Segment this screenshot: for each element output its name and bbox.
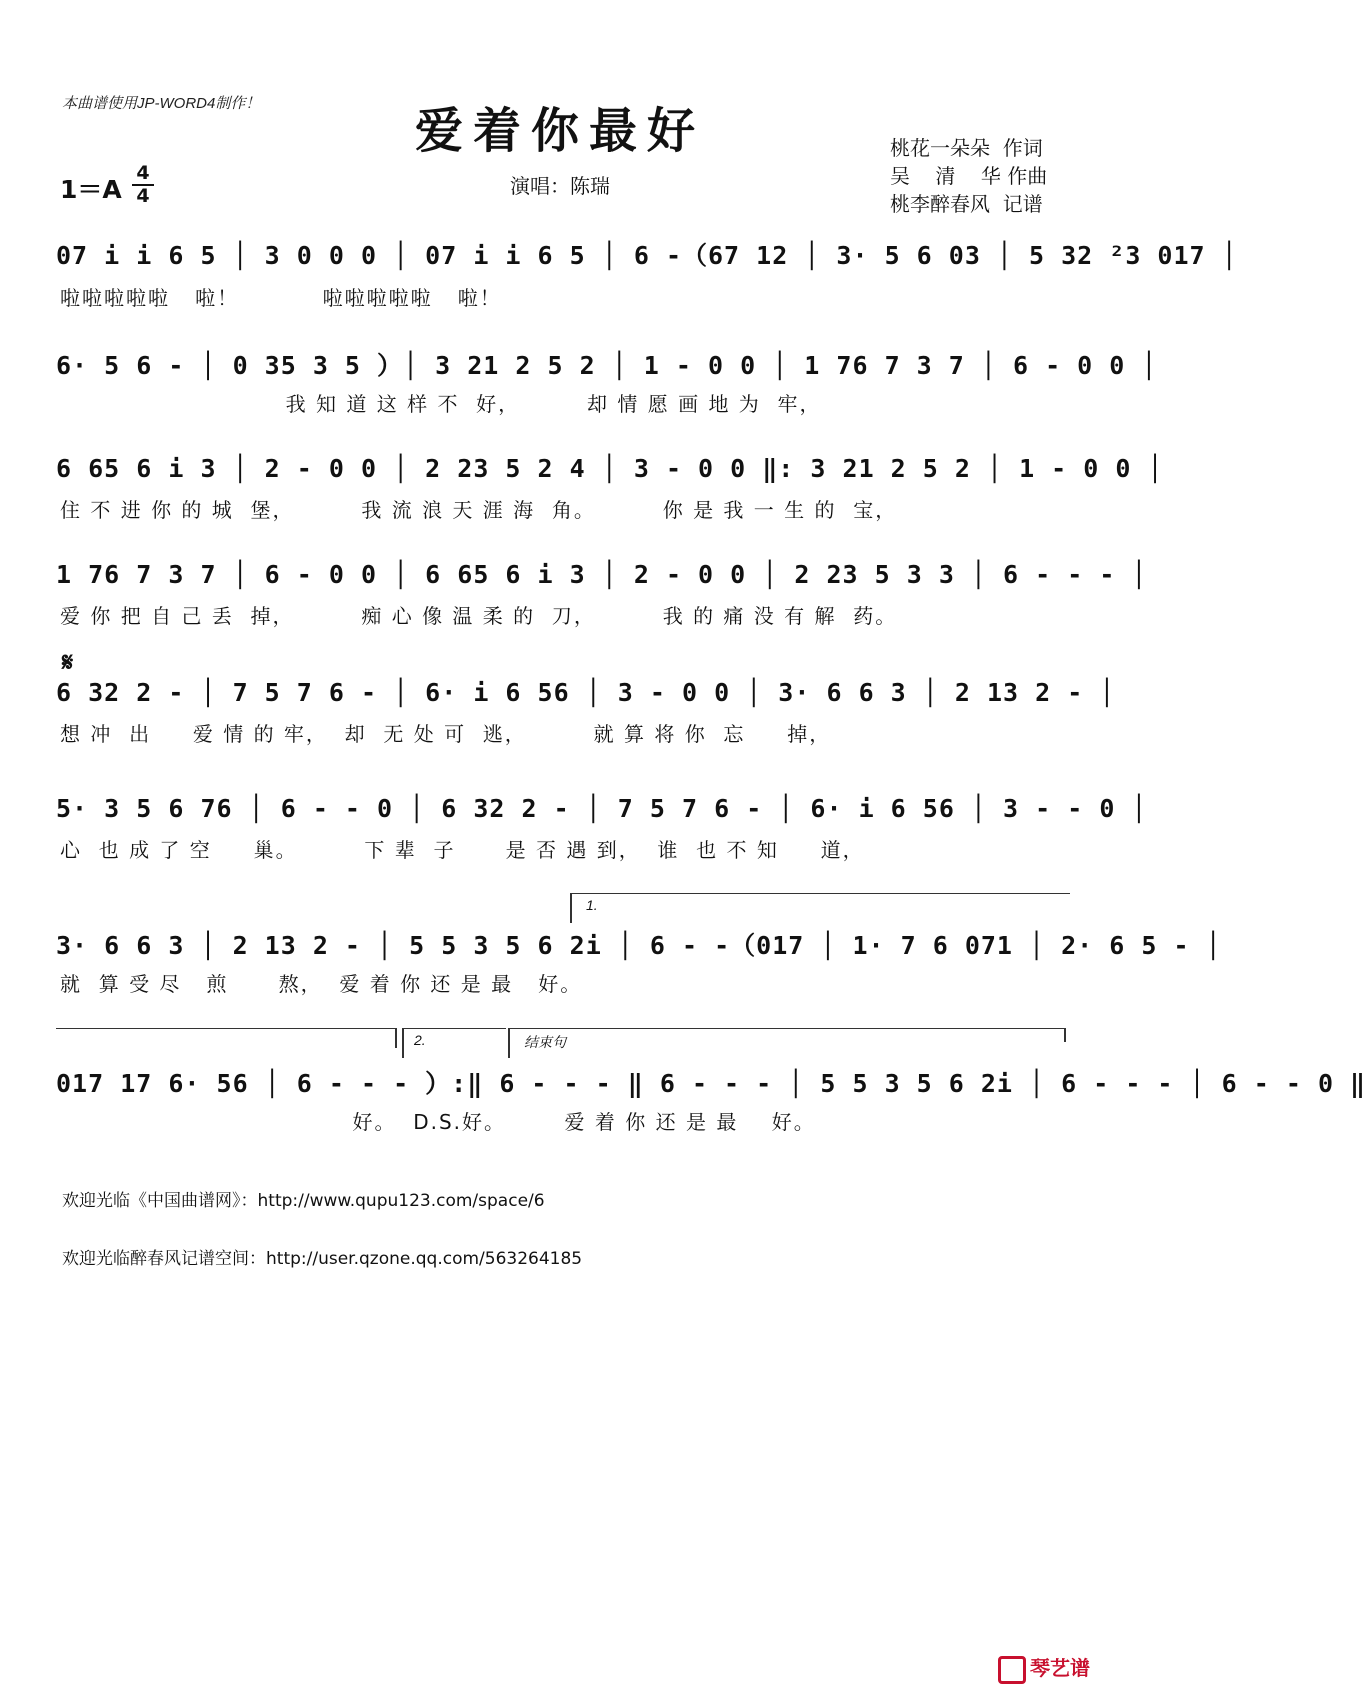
notes-line: 5· 3 5 6 76 │ 6 - - 0 │ 6 32 2 - │ 7 5 7 6 - │ 6· i 6 56 │ 3 - - 0 │ <box>56 794 1148 823</box>
ending-bracket-end <box>1064 1028 1066 1042</box>
lyrics-line: 好。 D.S.好。 爱 着 你 还 是 最 好。 <box>60 1110 816 1134</box>
volta-2-label: 2. <box>414 1032 426 1048</box>
singer: 演唱：陈瑞 <box>510 174 610 198</box>
notes-line: 6 32 2 - │ 7 5 7 6 - │ 6· i 6 56 │ 3 - 0 0 │ 3· 6 6 3 │ 2 13 2 - │ <box>56 678 1116 707</box>
score-system-7 <box>56 926 1222 996</box>
transcriber-credit: 桃李醉春风 记谱 <box>890 192 1043 216</box>
notes-line: 017 17 6· 56 │ 6 - - - ）:‖ 6 - - - ‖ 6 - - - │ 5 5 3 5 6 2i │ 6 - - - │ 6 - - 0 ‖ <box>56 1069 1366 1098</box>
watermark-logo <box>987 1629 1090 1684</box>
volta-1-continuation-side <box>395 1028 397 1048</box>
piano-icon <box>998 1656 1026 1684</box>
ending-label: 结束句 <box>524 1034 566 1050</box>
notes-line: 6 65 6 i 3 │ 2 - 0 0 │ 2 23 5 2 4 │ 3 - 0 0 ‖: 3 21 2 5 2 │ 1 - 0 0 │ <box>56 454 1164 483</box>
key-signature: 1＝A <box>60 175 122 204</box>
volta-1-bracket-side <box>570 893 572 923</box>
volta-1-continuation <box>56 1028 396 1029</box>
footer-link-qupu[interactable]: 欢迎光临《中国曲谱网》：http://www.qupu123.com/space/6 <box>62 1191 545 1211</box>
lyrics-line: 就 算 受 尽 煎 熬， 爱 着 你 还 是 最 好。 <box>60 972 583 996</box>
software-note: 本曲谱使用JP-WORD4制作！ <box>62 95 261 112</box>
lyrics-line: 啦啦啦啦啦 啦！ 啦啦啦啦啦 啦！ <box>60 286 502 310</box>
song-title: 爱着你最好 <box>414 103 705 159</box>
footer-link-qzone[interactable]: 欢迎光临醉春风记谱空间：http://user.qzone.qq.com/563264185 <box>62 1249 583 1269</box>
lyrics-line: 我 知 道 这 样 不 好， 却 情 愿 画 地 为 牢， <box>60 392 822 416</box>
score-system-5 <box>56 678 1116 746</box>
composer-credit: 吴 清 华 作曲 <box>890 164 1048 188</box>
lyrics-line: 心 也 成 了 空 巢。 下 辈 子 是 否 遇 到， 谁 也 不 知 道， <box>60 838 865 862</box>
ending-bracket-side <box>508 1028 510 1058</box>
score-system-6 <box>56 794 1148 862</box>
watermark-text: 琴艺谱 <box>1030 1658 1090 1681</box>
score-system-1 <box>56 236 1238 310</box>
notes-line: 07 i i 6 5 │ 3 0 0 0 │ 07 i i 6 5 │ 6 -（67 12 │ 3· 5 6 03 │ 5 32 ²3 017 │ <box>56 241 1238 270</box>
lyrics-line: 住 不 进 你 的 城 堡， 我 流 浪 天 涯 海 角。 你 是 我 一 生 的 宝， <box>60 498 898 522</box>
score-system-2 <box>56 346 1158 416</box>
score-system-8 <box>56 1064 1366 1134</box>
lyrics-line: 爱 你 把 自 己 丢 掉， 痴 心 像 温 柔 的 刀， 我 的 痛 没 有 解 药。 <box>60 604 898 628</box>
ending-bracket <box>508 1028 1064 1029</box>
volta-2-bracket-side <box>402 1028 404 1058</box>
score-system-4 <box>56 560 1148 628</box>
notes-line: 6· 5 6 - │ 0 35 3 5 ）│ 3 21 2 5 2 │ 1 - 0 0 │ 1 76 7 3 7 │ 6 - 0 0 │ <box>56 351 1158 380</box>
notes-line: 1 76 7 3 7 │ 6 - 0 0 │ 6 65 6 i 3 │ 2 - 0 0 │ 2 23 5 3 3 │ 6 - - - │ <box>56 560 1148 589</box>
volta-1-bracket <box>570 893 1070 894</box>
volta-1-label: 1. <box>586 897 598 913</box>
volta-2-bracket <box>402 1028 506 1029</box>
notes-line: 3· 6 6 3 │ 2 13 2 - │ 5 5 3 5 6 2i │ 6 - -（017 │ 1· 7 6 071 │ 2· 6 5 - │ <box>56 931 1222 960</box>
meter-bottom: 4 <box>136 185 150 207</box>
lyricist-credit: 桃花一朵朵 作词 <box>890 136 1043 160</box>
meter-top: 4 <box>136 162 150 184</box>
segno-sign: 𝄋 <box>62 648 74 678</box>
lyrics-line: 想 冲 出 爱 情 的 牢， 却 无 处 可 逃， 就 算 将 你 忘 掉， <box>60 722 832 746</box>
score-system-3 <box>56 454 1164 522</box>
